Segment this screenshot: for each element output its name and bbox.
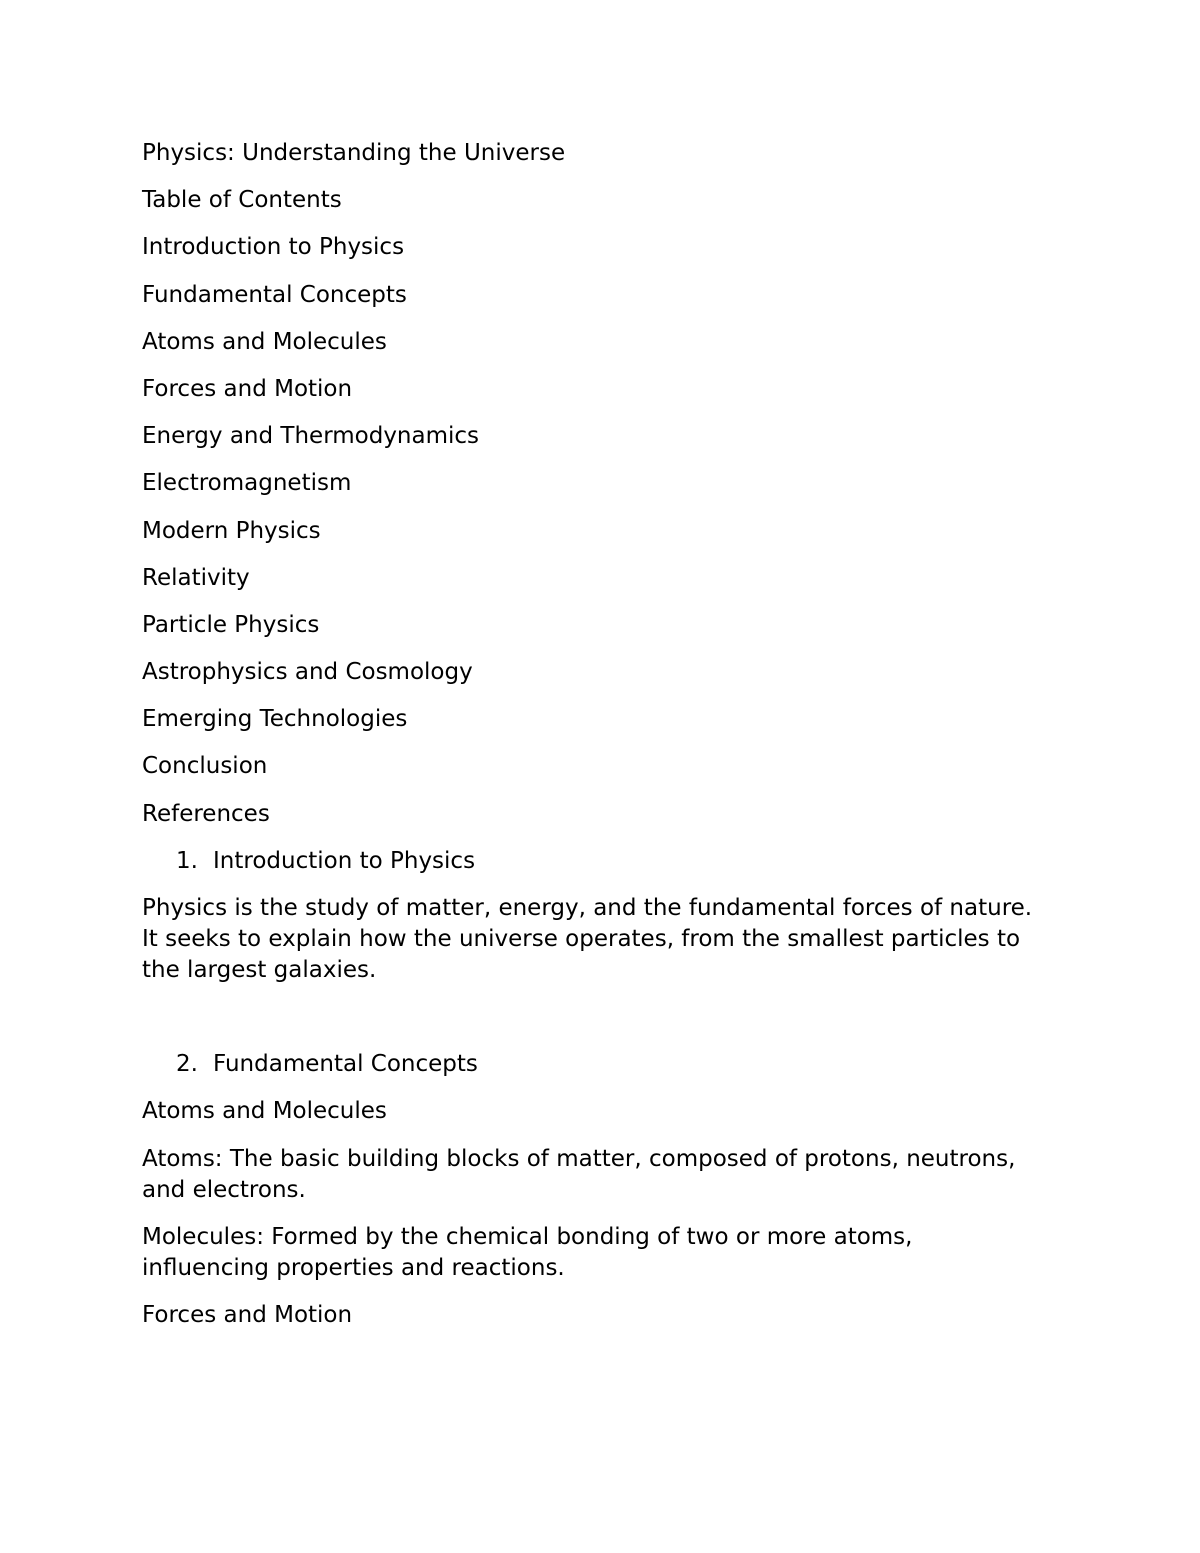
atoms-paragraph <box>142 1144 1062 1206</box>
molecules-paragraph <box>142 1222 1062 1284</box>
blank-line <box>142 1002 1062 1049</box>
paragraph-line: Atoms: The basic building blocks of matter, composed of protons, neutrons, <box>142 1145 1016 1172</box>
section-1-heading <box>142 846 1062 877</box>
toc-item: Forces and Motion <box>142 375 353 402</box>
toc-item: Atoms and Molecules <box>142 328 387 355</box>
toc-item: Introduction to Physics <box>142 234 405 261</box>
paragraph-line: and electrons. <box>142 1176 306 1203</box>
toc-item: Energy and Thermodynamics <box>142 423 480 450</box>
toc-item: Conclusion <box>142 753 268 780</box>
toc-item: Particle Physics <box>142 611 320 638</box>
toc-item: Emerging Technologies <box>142 706 408 733</box>
toc-item: References <box>142 800 270 827</box>
subheading-atoms-molecules: Atoms and Molecules <box>142 1098 387 1125</box>
toc-item: Electromagnetism <box>142 470 352 497</box>
section-2-heading-text: Fundamental Concepts <box>213 1051 478 1078</box>
section-2-heading <box>142 1049 1062 1080</box>
subheading-forces-motion: Forces and Motion <box>142 1301 353 1328</box>
toc-item: Modern Physics <box>142 517 321 544</box>
section-2-number: 2. <box>176 1051 198 1078</box>
toc-item: Relativity <box>142 564 250 591</box>
toc-item: Astrophysics and Cosmology <box>142 659 473 686</box>
paragraph-line: the largest galaxies. <box>142 957 377 983</box>
paragraph-line: Molecules: Formed by the chemical bonding of two or more atoms, <box>142 1223 913 1250</box>
toc-heading: Table of Contents <box>142 187 342 214</box>
paragraph-line: influencing properties and reactions. <box>142 1254 565 1281</box>
section-1-heading-text: Introduction to Physics <box>213 847 476 874</box>
paragraph-line: It seeks to explain how the universe operates, from the smallest particles to <box>142 926 1021 952</box>
section-1-number: 1. <box>176 847 198 874</box>
paragraph-line: Physics is the study of matter, energy, and the fundamental forces of nature. <box>142 895 1033 921</box>
section-1-paragraph <box>142 893 1062 986</box>
toc-item: Fundamental Concepts <box>142 281 407 308</box>
document-title: Physics: Understanding the Universe <box>142 140 566 166</box>
document-body <box>142 138 1062 1347</box>
